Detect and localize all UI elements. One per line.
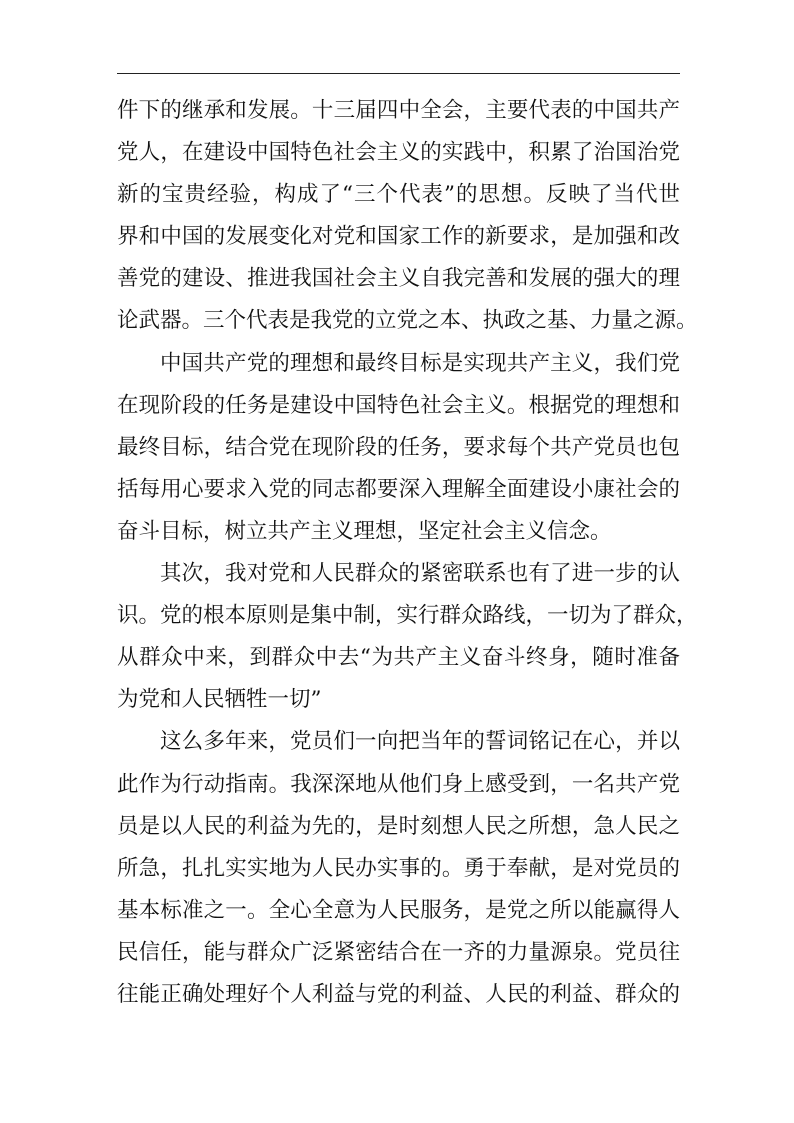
header-rule <box>117 73 680 74</box>
text-line: 善党的建设、推进我国社会主义自我完善和发展的强大的理 <box>117 266 680 292</box>
text-line: 括每用心要求入党的同志都要深入理解全面建设小康社会的 <box>117 476 680 502</box>
text-line: 中国共产党的理想和最终目标是实现共产主义，我们党 <box>160 350 680 376</box>
text-line: 党人，在建设中国特色社会主义的实践中，积累了治国治党 <box>117 140 680 166</box>
text-line: 识。党的根本原则是集中制，实行群众路线，一切为了群众， <box>117 603 698 629</box>
text-line: 新的宝贵经验，构成了“三个代表”的思想。反映了当代世 <box>117 182 680 208</box>
text-line: 界和中国的发展变化对党和国家工作的新要求，是加强和改 <box>117 224 680 250</box>
text-line: 在现阶段的任务是建设中国特色社会主义。根据党的理想和 <box>117 392 680 418</box>
text-line: 员是以人民的利益为先的，是时刻想人民之所想，急人民之 <box>117 813 680 839</box>
text-line: 往能正确处理好个人利益与党的利益、人民的利益、群众的 <box>117 981 680 1007</box>
text-line: 基本标准之一。全心全意为人民服务，是党之所以能赢得人 <box>117 897 680 923</box>
text-line: 民信任，能与群众广泛紧密结合在一齐的力量源泉。党员往 <box>117 939 680 965</box>
text-line: 为党和人民牺牲一切” <box>117 687 322 713</box>
text-line: 从群众中来，到群众中去“为共产主义奋斗终身，随时准备 <box>117 645 680 671</box>
body-text <box>117 90 698 1016</box>
text-line: 此作为行动指南。我深深地从他们身上感受到，一名共产党 <box>117 771 680 797</box>
text-line: 最终目标，结合党在现阶段的任务，要求每个共产党员也包 <box>117 434 680 460</box>
text-line: 件下的继承和发展。十三届四中全会，主要代表的中国共产 <box>117 98 680 123</box>
text-line: 这么多年来，党员们一向把当年的誓词铭记在心，并以 <box>160 729 680 755</box>
text-line: 所急，扎扎实实地为人民办实事的。勇于奉献，是对党员的 <box>117 855 680 881</box>
text-line: 奋斗目标，树立共产主义理想，坚定社会主义信念。 <box>117 518 612 544</box>
text-line: 其次，我对党和人民群众的紧密联系也有了进一步的认 <box>160 561 680 587</box>
text-line: 论武器。三个代表是我党的立党之本、执政之基、力量之源。 <box>117 308 698 334</box>
